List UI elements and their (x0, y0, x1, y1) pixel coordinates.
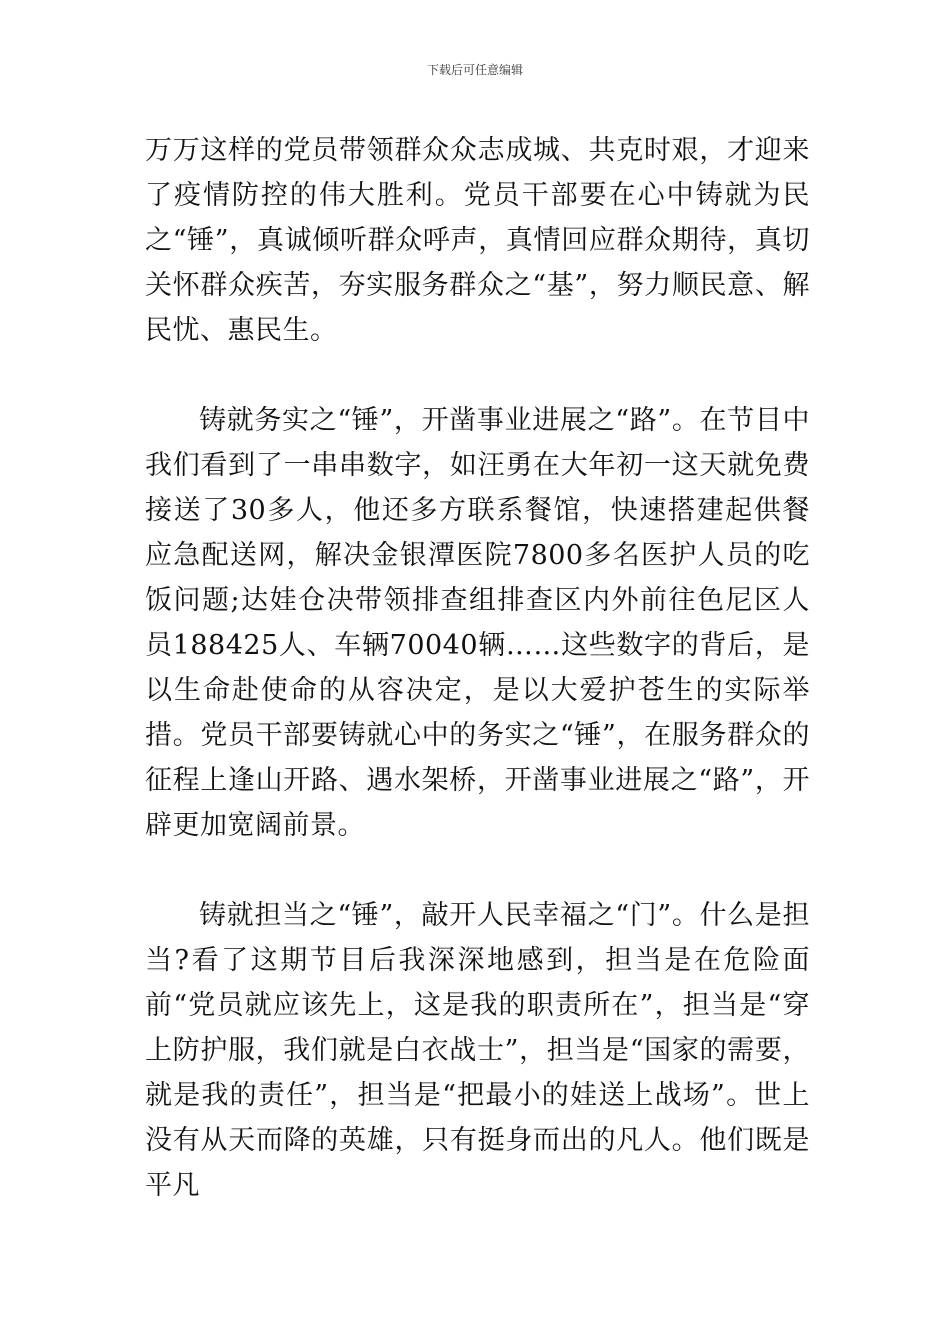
paragraph-3: 铸就担当之“锤”，敲开人民幸福之“门”。什么是担当?看了这期节目后我深深地感到，担当是在危险面前“党员就应该先上，这是我的职责所在”，担当是“穿上防护服，我们就是白衣战士”，担当是“国家的需要，就是我的责任”，担当是“把最小的娃送上战场”。世上没有从天而降的英雄，只有挺身而出的凡人。他们既是平凡 (145, 900, 810, 1201)
page-header: 下载后可任意编辑 (426, 63, 523, 77)
paragraph-2: 铸就务实之“锤”，开凿事业进展之“路”。在节目中我们看到了一串串数字，如汪勇在大年初一这天就免费接送了30多人，他还多方联系餐馆，快速搭建起供餐应急配送网，解决金银潭医院7800多名医护人员的吃饭问题;达娃仓决带领排查组排查区内外前往色尼区人员188425人、车辆70040辆……这些数字的背后，是以生命赴使命的从容决定，是以大爱护苍生的实际举措。党员干部要铸就心中的务实之“锤”，在服务群众的征程上逢山开路、遇水架桥，开凿事业进展之“路”，开辟更加宽阔前景。 (145, 405, 810, 841)
paragraph-1: 万万这样的党员带领群众众志成城、共克时艰，才迎来了疫情防控的伟大胜利。党员干部要在心中铸就为民之“锤”，真诚倾听群众呼声，真情回应群众期待，真切关怀群众疾苦，夯实服务群众之“基”，努力顺民意、解民忧、惠民生。 (145, 135, 810, 346)
document-body (145, 128, 810, 1208)
